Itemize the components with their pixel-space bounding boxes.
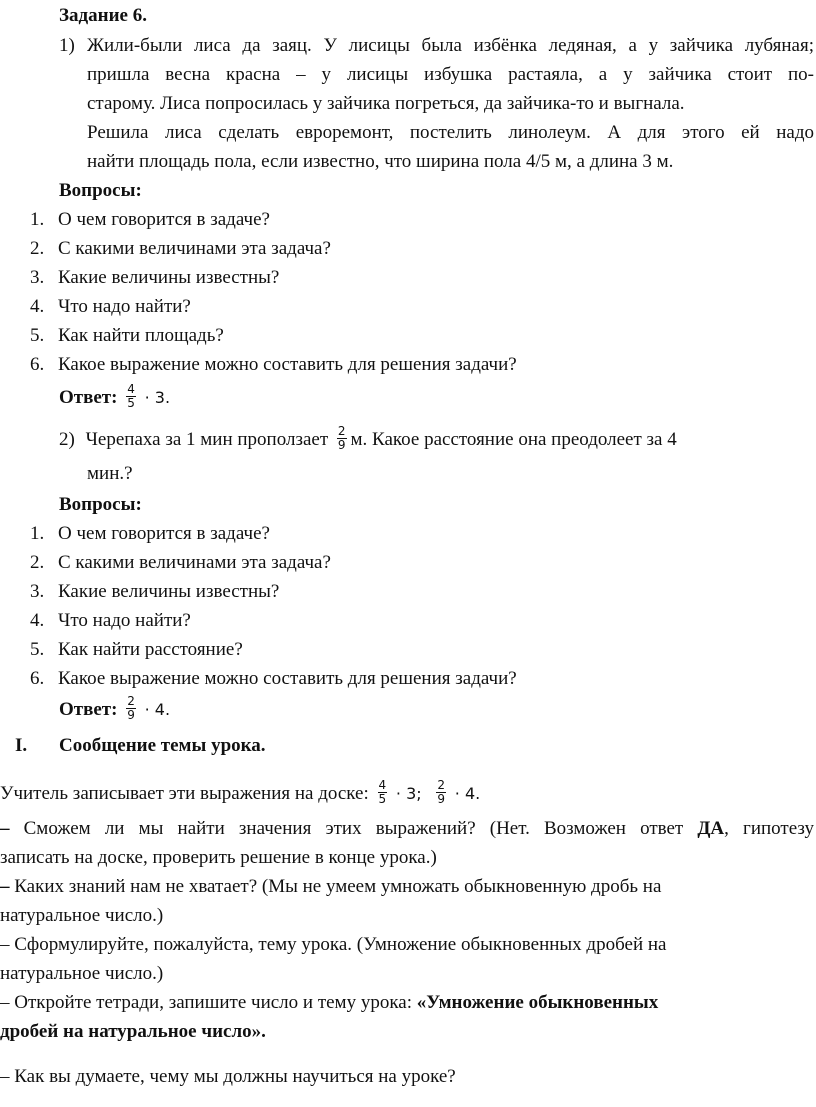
- list-item-text: О чем говорится в задаче?: [58, 523, 270, 544]
- list-item: [30, 666, 517, 692]
- list-item: [30, 323, 224, 349]
- list-item: [30, 521, 270, 547]
- list-item-number: 4.: [30, 296, 45, 317]
- list-item-number: 3.: [30, 267, 45, 288]
- problem2-number: 2): [59, 429, 75, 450]
- questions-label: Вопросы:: [59, 494, 142, 515]
- answer-2-fraction: $\frac{2}{9}$: [127, 694, 135, 723]
- list-item: [30, 207, 270, 233]
- section-title: Сообщение темы урока.: [59, 735, 266, 756]
- list-item-number: 4.: [30, 610, 45, 631]
- list-item-number: 1.: [30, 209, 45, 230]
- list-item-text: Какое выражение можно составить для решения задачи?: [58, 354, 517, 375]
- list-item-number: 6.: [30, 668, 45, 689]
- section-number: I.: [15, 735, 28, 756]
- dialog-line-7: – Откройте тетради, запишите число и тему урока: «Умножение обыкновенных: [0, 992, 659, 1013]
- problem1-line-3: старому. Лиса попросилась у зайчика погреться, да зайчика-то и выгнала.: [87, 93, 685, 114]
- problem1-line-2: пришла весна красна – у лисицы избушка растаяла, а у зайчика стоит по-: [87, 64, 814, 85]
- teacher-fraction-2: $\frac{2}{9}$: [437, 778, 446, 807]
- list-item: [30, 579, 280, 605]
- teacher-expr-1-rest: · 3;: [395, 784, 422, 803]
- list-item: [30, 236, 331, 262]
- list-item-number: 2.: [30, 238, 45, 259]
- task-title: Задание 6.: [59, 5, 147, 26]
- list-item-text: Какие величины известны?: [58, 267, 280, 288]
- problem1-number: 1): [59, 35, 75, 56]
- teacher-text: Учитель записывает эти выражения на доске:: [0, 783, 369, 804]
- problem2-text-after: м. Какое расстояние она преодолеет за 4: [350, 429, 677, 450]
- problem2-line-1: [59, 424, 677, 454]
- dialog-line-2: записать на доске, проверить решение в конце урока.): [0, 847, 437, 868]
- teacher-fraction-1: $\frac{4}{5}$: [378, 778, 387, 807]
- dialog-line-3: – Каких знаний нам не хватает? (Мы не умеем умножать обыкновенную дробь на: [0, 876, 662, 897]
- list-item: [30, 550, 331, 576]
- dialog-line-8: дробей на натуральное число».: [0, 1021, 266, 1042]
- dialog-line-1: – Сможем ли мы найти значения этих выражений? (Нет. Возможен ответ ДА, гипотезу: [0, 818, 814, 839]
- list-item-number: 1.: [30, 523, 45, 544]
- answer-label: Ответ:: [59, 387, 118, 408]
- dialog-line-5: – Сформулируйте, пожалуйста, тему урока. (Умножение обыкновенных дробей на: [0, 934, 667, 955]
- problem1-line-1: Жили-были лиса да заяц. У лисицы была избёнка ледяная, а у зайчика лубяная;: [87, 35, 814, 56]
- problem1-line-5: найти площадь пола, если известно, что ширина пола 4/5 м, а длина 3 м.: [87, 151, 674, 172]
- answer-1: [59, 382, 171, 412]
- list-item-text: Какое выражение можно составить для решения задачи?: [58, 668, 517, 689]
- list-item-number: 2.: [30, 552, 45, 573]
- dialog-line-4: натуральное число.): [0, 905, 164, 926]
- list-item: [30, 608, 191, 634]
- list-item-text: Какие величины известны?: [58, 581, 280, 602]
- list-item-number: 5.: [30, 325, 45, 346]
- list-item-number: 6.: [30, 354, 45, 375]
- list-item-text: О чем говорится в задаче?: [58, 209, 270, 230]
- problem1-line-4: Решила лиса сделать евроремонт, постелить линолеум. А для этого ей надо: [87, 122, 814, 143]
- answer-2-rest: · 4.: [144, 700, 171, 719]
- list-item: [30, 637, 243, 663]
- list-item-text: С какими величинами эта задача?: [58, 238, 331, 259]
- answer-label: Ответ:: [59, 699, 118, 720]
- list-item-number: 5.: [30, 639, 45, 660]
- list-item-text: Что надо найти?: [58, 296, 191, 317]
- questions-label: Вопросы:: [59, 180, 142, 201]
- teacher-line: [0, 778, 481, 808]
- teacher-expr-2-rest: · 4.: [454, 784, 481, 803]
- problem2-text-before: Черепаха за 1 мин проползает: [85, 429, 329, 450]
- dialog-line-6: натуральное число.): [0, 963, 164, 984]
- dialog-line-9: – Как вы думаете, чему мы должны научиться на уроке?: [0, 1066, 456, 1087]
- list-item: [30, 265, 280, 291]
- list-item-number: 3.: [30, 581, 45, 602]
- problem2-line-2: мин.?: [87, 463, 133, 484]
- list-item: [30, 294, 191, 320]
- list-item-text: Как найти расстояние?: [58, 639, 243, 660]
- list-item-text: Как найти площадь?: [58, 325, 224, 346]
- list-item-text: С какими величинами эта задача?: [58, 552, 331, 573]
- answer-1-fraction: $\frac{4}{5}$: [127, 382, 135, 411]
- list-item-text: Что надо найти?: [58, 610, 191, 631]
- problem2-fraction: $\frac{2}{9}$: [337, 424, 346, 453]
- answer-1-rest: · 3.: [144, 388, 171, 407]
- list-item: [30, 352, 517, 378]
- answer-2: [59, 694, 171, 724]
